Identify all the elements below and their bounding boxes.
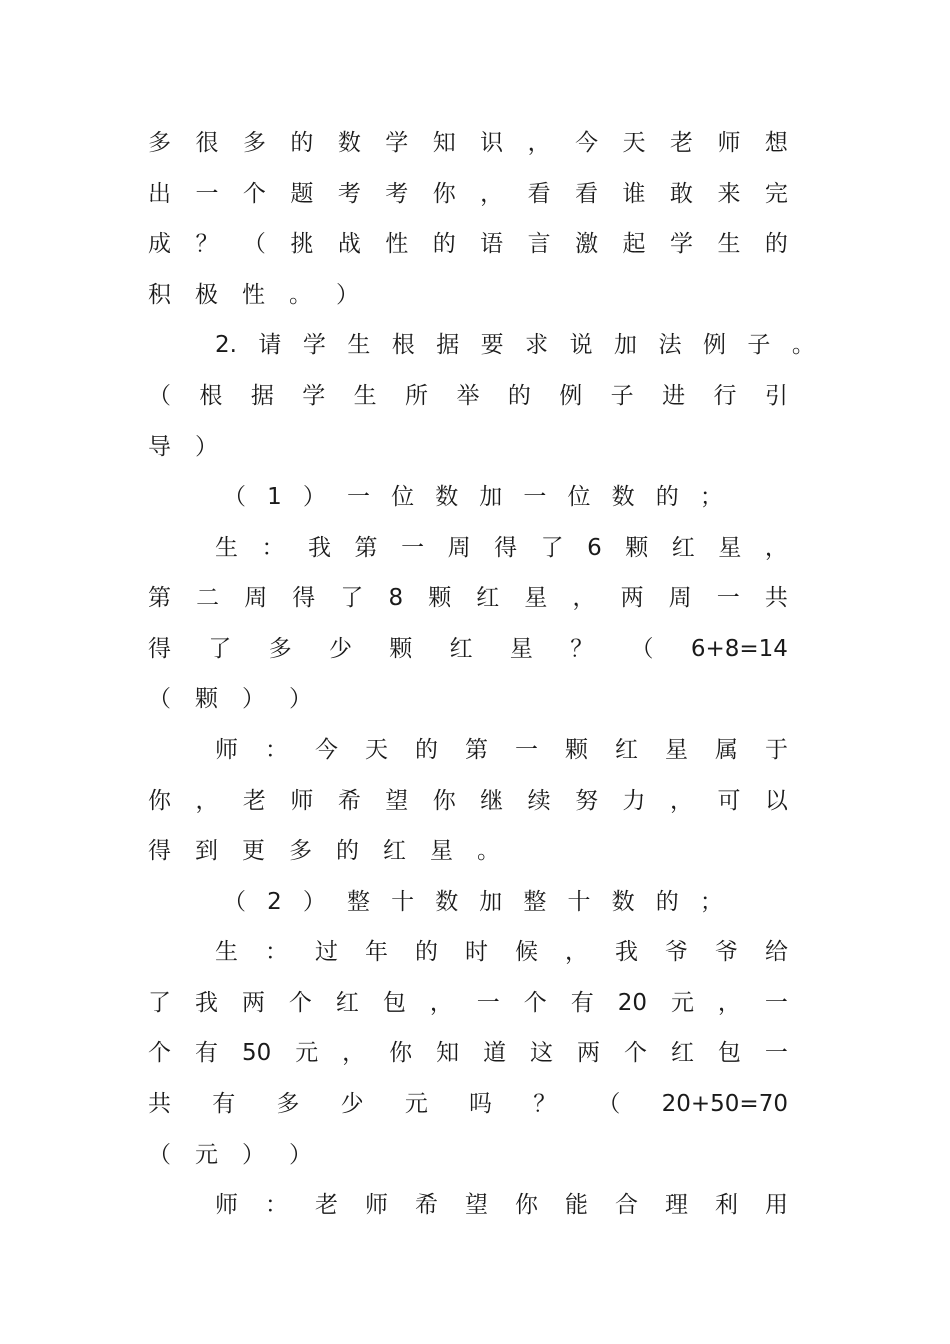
text-line: （ 颗 ） ） [148, 686, 312, 712]
text-line: 得 到 更 多 的 红 星 。 [148, 838, 500, 864]
text-line: 了 我 两 个 红 包 ， 一 个 有 20 元 ， 一 [148, 990, 788, 1016]
text-line: 共 有 多 少 元 吗 ？ （ 20+50=70 [148, 1091, 788, 1117]
text-line: 第 二 周 得 了 8 颗 红 星 ， 两 周 一 共 [148, 585, 788, 611]
text-line: 你 ， 老 师 希 望 你 继 续 努 力 ， 可 以 [148, 788, 788, 814]
text-line: （ 1 ） 一 位 数 加 一 位 数 的 ； [223, 484, 723, 510]
text-line: 师 ： 老 师 希 望 你 能 合 理 利 用 [215, 1192, 788, 1218]
text-line: 个 有 50 元 ， 你 知 道 这 两 个 红 包 一 [148, 1040, 788, 1066]
text-line: 多 很 多 的 数 学 知 识 ， 今 天 老 师 想 [148, 130, 788, 156]
text-line: 成 ？ （ 挑 战 性 的 语 言 激 起 学 生 的 [148, 231, 788, 257]
text-line: 出 一 个 题 考 考 你 ， 看 看 谁 敢 来 完 [148, 181, 788, 207]
text-line: 师 ： 今 天 的 第 一 颗 红 星 属 于 [215, 737, 788, 763]
text-line: 生 ： 过 年 的 时 候 ， 我 爷 爷 给 [215, 939, 788, 965]
text-line: （ 元 ） ） [148, 1142, 312, 1168]
text-line: 2. 请 学 生 根 据 要 求 说 加 法 例 子 。 [215, 332, 815, 358]
text-line: 生 ： 我 第 一 周 得 了 6 颗 红 星 ， [215, 535, 788, 561]
text-line: 积 极 性 。 ） [148, 282, 359, 308]
text-line: 导 ） [148, 434, 218, 460]
text-line: （ 根 据 学 生 所 举 的 例 子 进 行 引 [148, 383, 788, 409]
text-line: （ 2 ） 整 十 数 加 整 十 数 的 ； [223, 889, 723, 915]
text-line: 得 了 多 少 颗 红 星 ？ （ 6+8=14 [148, 636, 788, 662]
